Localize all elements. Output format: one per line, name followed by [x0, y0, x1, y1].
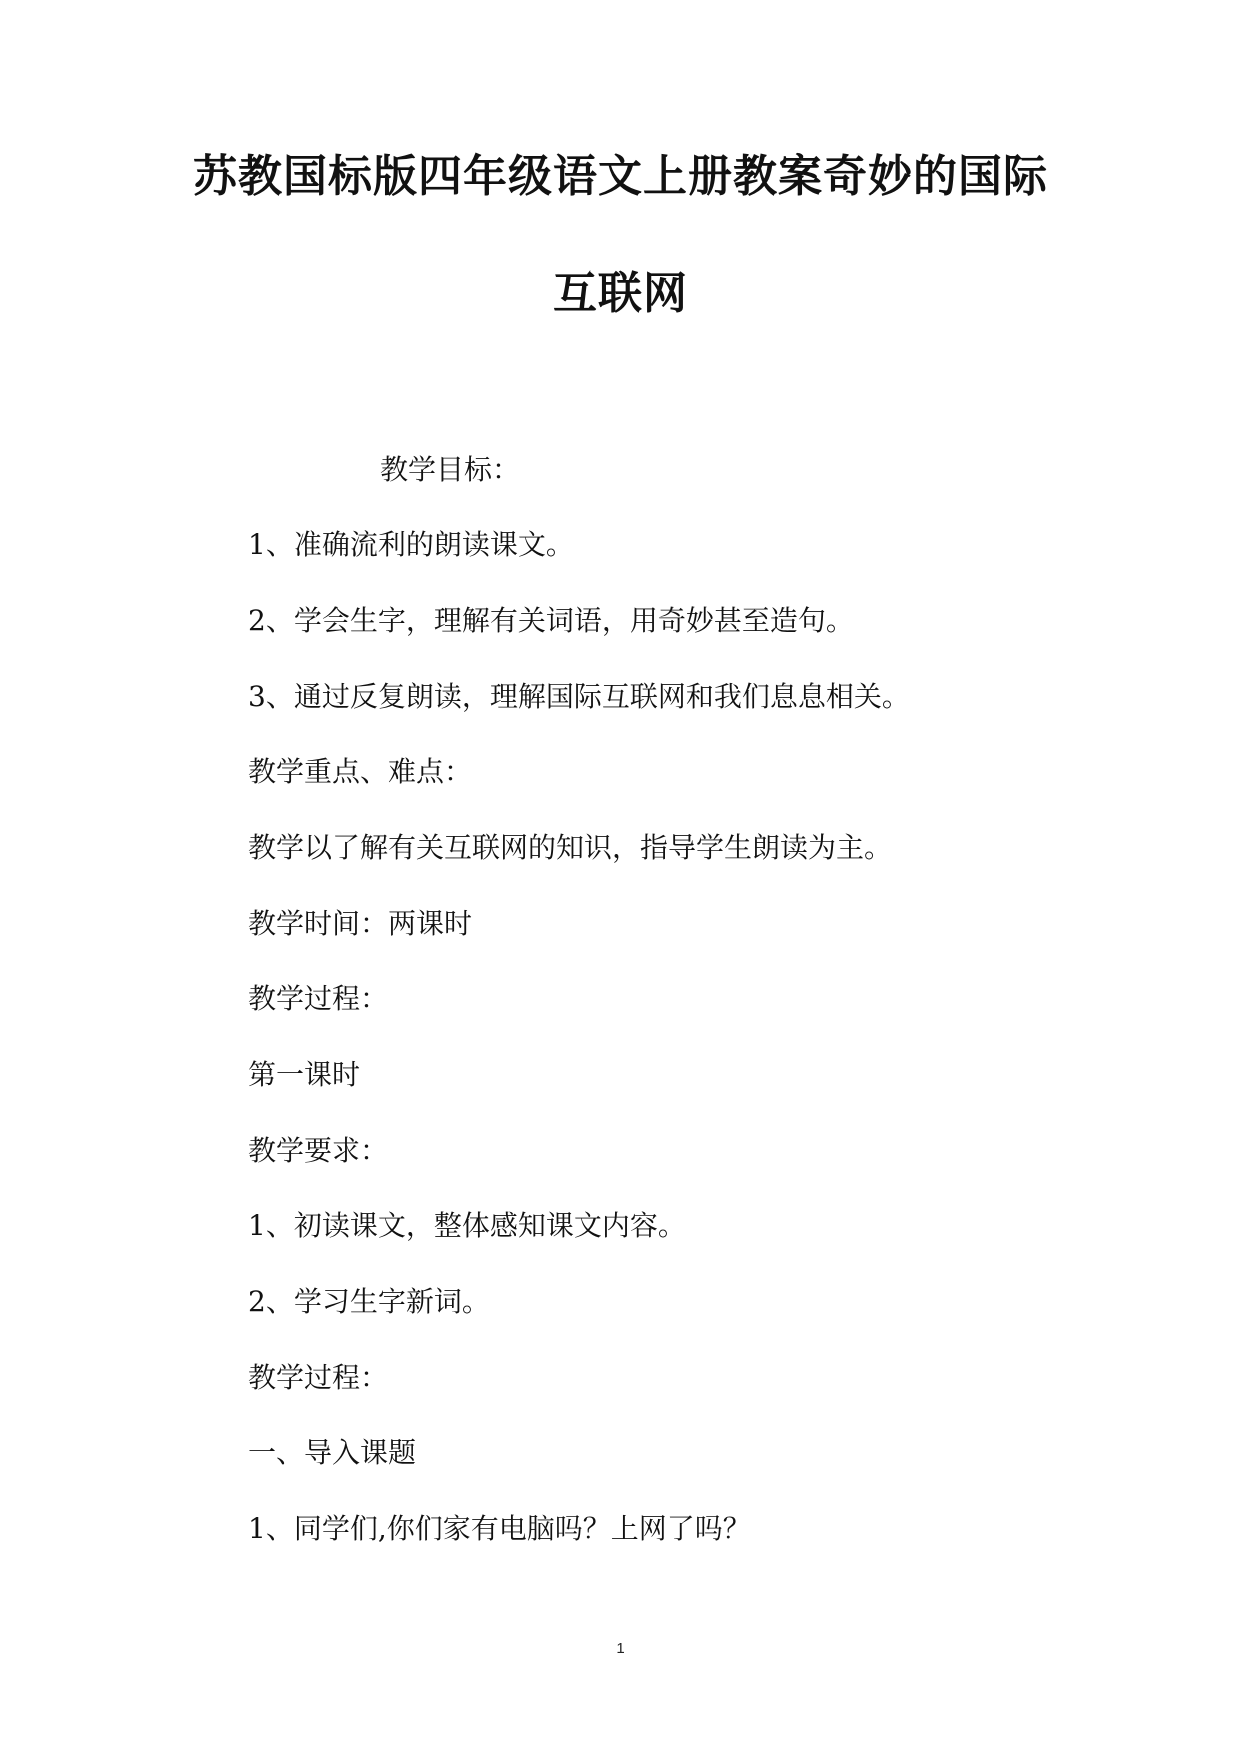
- teaching-time: 教学时间：两课时: [248, 907, 473, 940]
- step-heading-introduction: 一、导入课题: [248, 1436, 417, 1469]
- document-title-line-1: 苏教国标版四年级语文上册教案奇妙的国际: [193, 151, 1048, 202]
- page-number: 1: [616, 1640, 625, 1657]
- lesson-one-heading: 第一课时: [248, 1058, 361, 1091]
- section-heading-requirements: 教学要求：: [248, 1134, 389, 1167]
- objective-item-1: 1、准确流利的朗读课文。: [248, 528, 574, 561]
- document-title-line-2: 互联网: [553, 268, 688, 319]
- step-item-1: 1、同学们,你们家有电脑吗？上网了吗？: [248, 1512, 751, 1545]
- requirement-item-1: 1、初读课文，整体感知课文内容。: [248, 1209, 686, 1242]
- section-heading-key-points: 教学重点、难点：: [248, 755, 473, 788]
- requirement-item-2: 2、学习生字新词。: [248, 1285, 490, 1318]
- key-points-text: 教学以了解有关互联网的知识，指导学生朗读为主。: [248, 831, 893, 864]
- section-heading-objectives: 教学目标：: [380, 453, 521, 486]
- objective-item-2: 2、学会生字，理解有关词语，用奇妙甚至造句。: [248, 604, 854, 637]
- section-heading-process-2: 教学过程：: [248, 1361, 389, 1394]
- objective-item-3: 3、通过反复朗读，理解国际互联网和我们息息相关。: [248, 680, 910, 713]
- section-heading-process: 教学过程：: [248, 982, 389, 1015]
